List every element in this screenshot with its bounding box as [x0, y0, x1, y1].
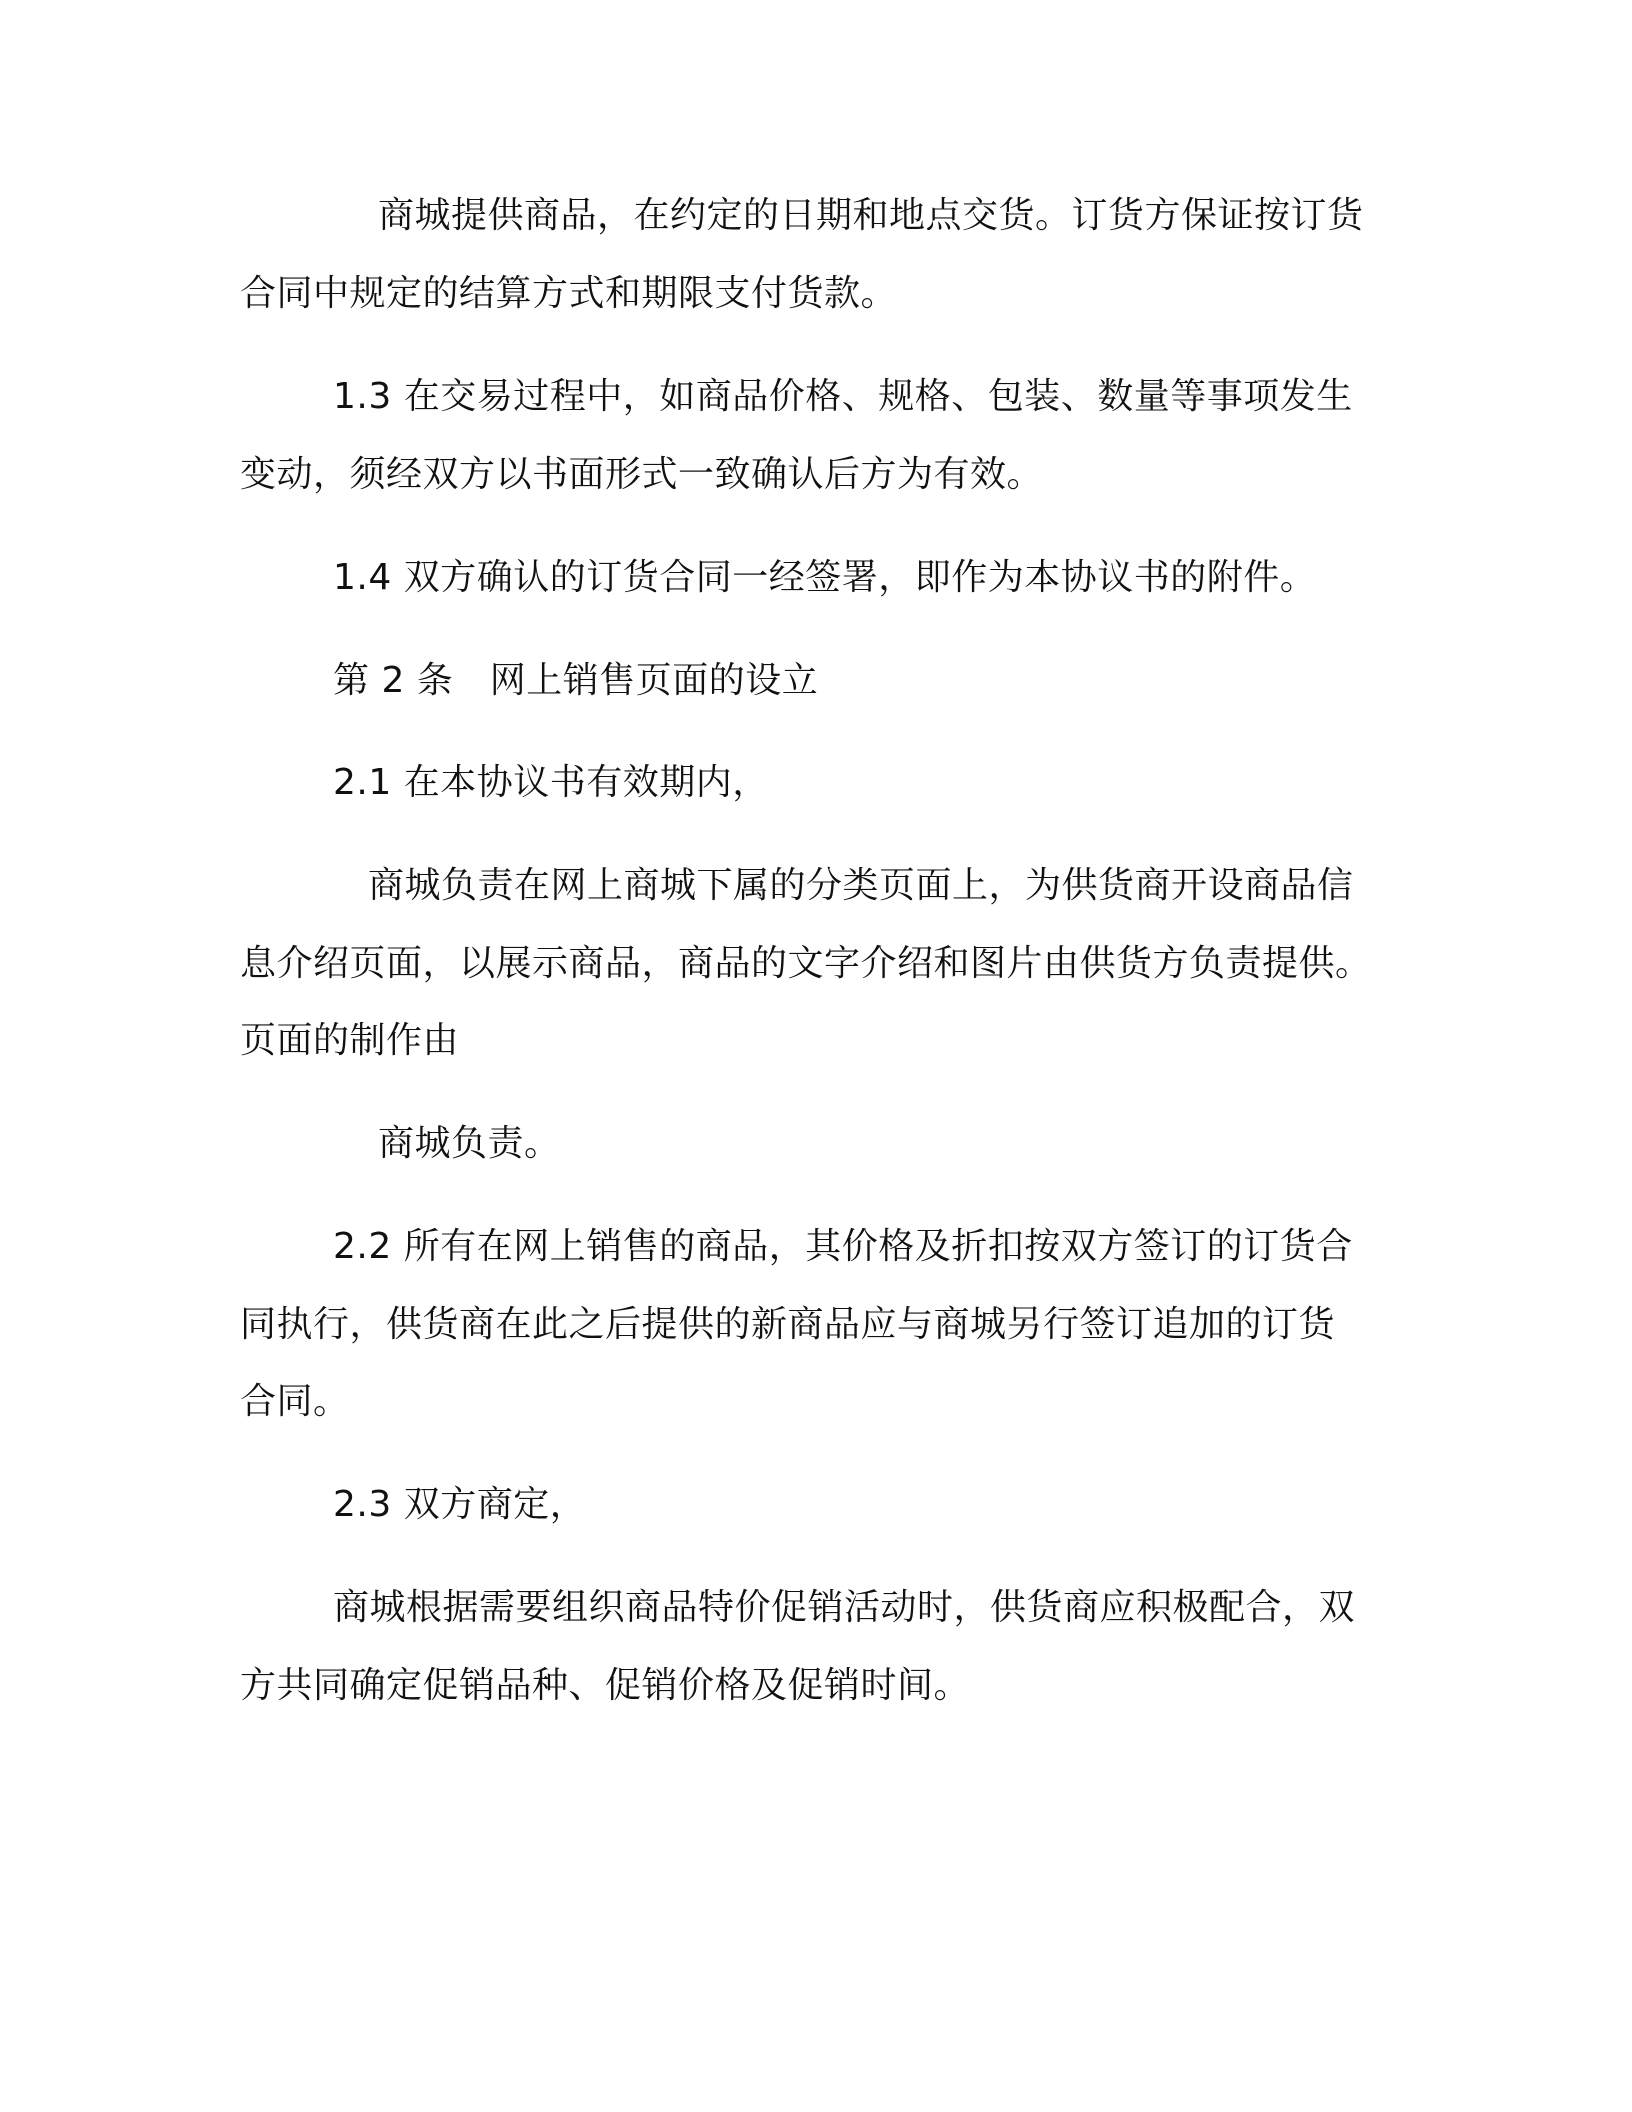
- paragraph-line: 商城负责。: [378, 1123, 561, 1164]
- paragraph-line: 商城负责在网上商城下属的分类页面上，为供货商开设商品信: [368, 865, 1354, 906]
- paragraph-line: 合同中规定的结算方式和期限支付货款。: [240, 273, 898, 314]
- paragraph-line: 合同。: [240, 1381, 350, 1422]
- paragraph-line: 息介绍页面，以展示商品，商品的文字介绍和图片由供货方负责提供。: [240, 943, 1372, 984]
- paragraph-line: 同执行，供货商在此之后提供的新商品应与商城另行签订追加的订货: [240, 1304, 1336, 1345]
- paragraph-line: 页面的制作由: [240, 1020, 460, 1061]
- paragraph-line: 2.3 双方商定，: [333, 1484, 587, 1525]
- paragraph-line: 2.1 在本协议书有效期内，: [333, 762, 769, 803]
- paragraph-line: 1.3 在交易过程中，如商品价格、规格、包装、数量等事项发生: [333, 376, 1353, 417]
- paragraph-line: 商城提供商品，在约定的日期和地点交货。订货方保证按订货: [378, 195, 1364, 236]
- paragraph-line: 2.2 所有在网上销售的商品，其价格及折扣按双方签订的订货合: [333, 1226, 1353, 1267]
- paragraph-line: 变动，须经双方以书面形式一致确认后方为有效。: [240, 454, 1044, 495]
- paragraph-line: 1.4 双方确认的订货合同一经签署，即作为本协议书的附件。: [333, 557, 1317, 598]
- paragraph-line: 商城根据需要组织商品特价促销活动时，供货商应积极配合，双: [333, 1587, 1356, 1628]
- paragraph-line: 方共同确定促销品种、促销价格及促销时间。: [240, 1665, 971, 1706]
- section-heading: 第 2 条 网上销售页面的设立: [333, 660, 819, 701]
